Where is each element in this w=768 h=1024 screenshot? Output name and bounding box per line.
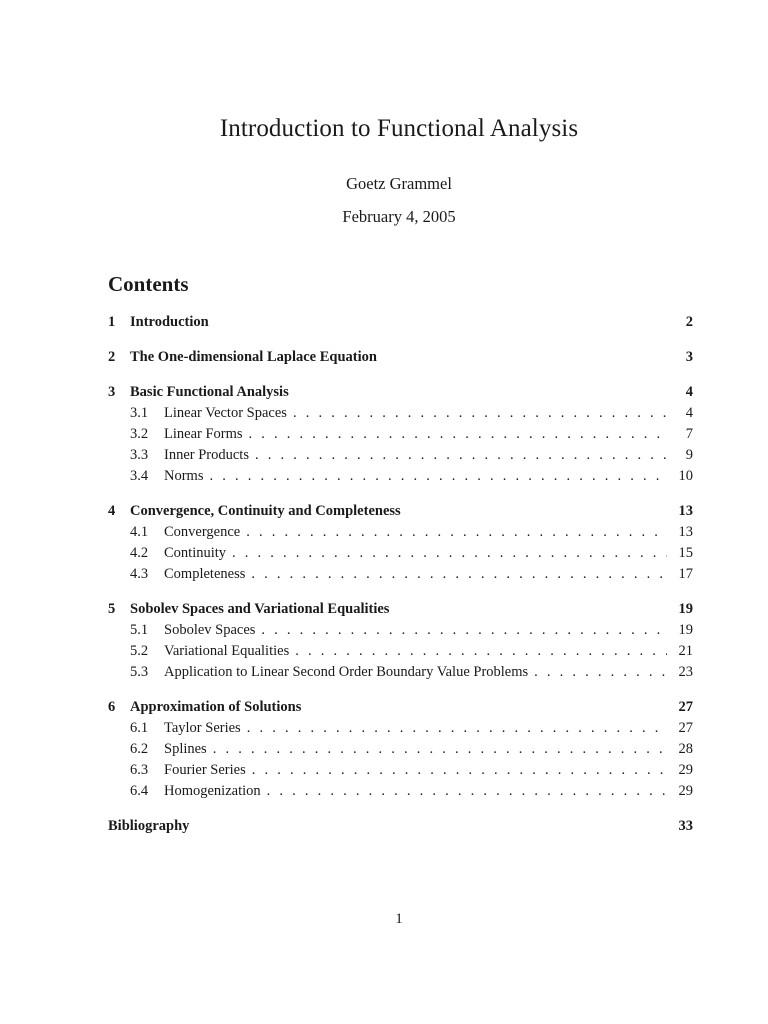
toc-page-number: 13 bbox=[678, 524, 693, 540]
toc-subsection-title: Application to Linear Second Order Boundary Value Problems bbox=[164, 664, 529, 680]
toc-subentry[interactable] bbox=[108, 739, 693, 760]
toc-subentry[interactable] bbox=[108, 620, 693, 641]
toc-page-number: 27 bbox=[678, 699, 693, 715]
toc-page-number: 19 bbox=[678, 601, 693, 617]
toc-subsection-number: 5.3 bbox=[130, 664, 149, 680]
toc-leader-dots bbox=[251, 564, 667, 585]
toc-leader-dots bbox=[293, 403, 667, 424]
toc-section-4 bbox=[108, 501, 693, 585]
toc-subsection-number: 3.2 bbox=[130, 426, 149, 442]
toc-subsection-title: Fourier Series bbox=[164, 762, 246, 778]
document-title: Introduction to Functional Analysis bbox=[219, 115, 579, 142]
toc-page-number: 9 bbox=[685, 447, 693, 463]
toc-entry[interactable] bbox=[108, 347, 693, 368]
toc-leader-dots bbox=[261, 620, 667, 641]
toc-bibliography bbox=[108, 816, 693, 837]
toc-section-title: Sobolev Spaces and Variational Equalities bbox=[130, 601, 390, 617]
toc-section-title: Introduction bbox=[130, 314, 209, 330]
toc-entry[interactable] bbox=[108, 697, 693, 718]
toc-section-title: Bibliography bbox=[108, 818, 190, 834]
toc-subentry[interactable] bbox=[108, 403, 693, 424]
toc-entry[interactable] bbox=[108, 599, 693, 620]
toc-subentry[interactable] bbox=[108, 564, 693, 585]
toc-subsection-number: 4.3 bbox=[130, 566, 149, 582]
toc-page-number: 13 bbox=[678, 503, 693, 519]
toc-subentry[interactable] bbox=[108, 522, 693, 543]
toc-page-number: 4 bbox=[685, 384, 693, 400]
toc-subsection-title: Norms bbox=[164, 468, 204, 484]
toc-page-number: 33 bbox=[678, 818, 693, 834]
toc-section-3 bbox=[108, 382, 693, 487]
toc-subentry[interactable] bbox=[108, 760, 693, 781]
toc-subsection-title: Taylor Series bbox=[164, 720, 241, 736]
toc-page-number: 21 bbox=[678, 643, 693, 659]
toc-leader-dots bbox=[252, 760, 667, 781]
toc-section-number: 4 bbox=[108, 503, 116, 519]
toc-page-number: 2 bbox=[685, 314, 693, 330]
toc-subentry[interactable] bbox=[108, 662, 693, 683]
toc-page-number: 29 bbox=[678, 783, 693, 799]
toc-page-number: 15 bbox=[678, 545, 693, 561]
toc-leader-dots bbox=[249, 424, 667, 445]
page-number: 1 bbox=[395, 911, 403, 927]
toc-subsection-title: Linear Forms bbox=[164, 426, 243, 442]
toc-page-number: 27 bbox=[678, 720, 693, 736]
toc-subentry[interactable] bbox=[108, 718, 693, 739]
toc-leader-dots bbox=[255, 445, 667, 466]
toc-subsection-title: Splines bbox=[164, 741, 207, 757]
toc-section-number: 6 bbox=[108, 699, 116, 715]
toc-subsection-number: 4.1 bbox=[130, 524, 149, 540]
toc-section-title: Convergence, Continuity and Completeness bbox=[130, 503, 401, 519]
toc-entry[interactable] bbox=[108, 816, 693, 837]
contents-heading: Contents bbox=[108, 272, 189, 296]
toc-subsection-number: 5.1 bbox=[130, 622, 149, 638]
toc-leader-dots bbox=[213, 739, 667, 760]
table-of-contents bbox=[108, 312, 693, 851]
document-author: Goetz Grammel bbox=[346, 174, 452, 193]
toc-subsection-number: 6.2 bbox=[130, 741, 149, 757]
toc-subentry[interactable] bbox=[108, 466, 693, 487]
toc-section-number: 1 bbox=[108, 314, 116, 330]
toc-subsection-title: Linear Vector Spaces bbox=[164, 405, 287, 421]
toc-subsection-number: 4.2 bbox=[130, 545, 149, 561]
toc-leader-dots bbox=[246, 522, 667, 543]
toc-subsection-number: 6.3 bbox=[130, 762, 149, 778]
toc-subsection-title: Homogenization bbox=[164, 783, 261, 799]
toc-subsection-number: 3.3 bbox=[130, 447, 149, 463]
toc-page-number: 29 bbox=[678, 762, 693, 778]
toc-section-title: Basic Functional Analysis bbox=[130, 384, 289, 400]
toc-subentry[interactable] bbox=[108, 424, 693, 445]
toc-section-number: 3 bbox=[108, 384, 116, 400]
toc-page-number: 17 bbox=[678, 566, 693, 582]
toc-leader-dots bbox=[267, 781, 667, 802]
toc-page-number: 10 bbox=[678, 468, 693, 484]
toc-leader-dots bbox=[209, 466, 667, 487]
toc-leader-dots bbox=[295, 641, 667, 662]
toc-subentry[interactable] bbox=[108, 641, 693, 662]
toc-leader-dots bbox=[232, 543, 667, 564]
toc-subentry[interactable] bbox=[108, 781, 693, 802]
toc-section-title: The One-dimensional Laplace Equation bbox=[130, 349, 377, 365]
toc-section-2 bbox=[108, 347, 693, 368]
toc-section-title: Approximation of Solutions bbox=[130, 699, 302, 715]
toc-subentry[interactable] bbox=[108, 543, 693, 564]
toc-section-5 bbox=[108, 599, 693, 683]
toc-section-number: 2 bbox=[108, 349, 116, 365]
document-date: February 4, 2005 bbox=[342, 207, 456, 226]
toc-leader-dots bbox=[247, 718, 667, 739]
toc-subsection-number: 5.2 bbox=[130, 643, 149, 659]
toc-entry[interactable] bbox=[108, 312, 693, 333]
toc-page-number: 19 bbox=[678, 622, 693, 638]
toc-subsection-title: Sobolev Spaces bbox=[164, 622, 256, 638]
toc-subentry[interactable] bbox=[108, 445, 693, 466]
toc-entry[interactable] bbox=[108, 382, 693, 403]
toc-section-1 bbox=[108, 312, 693, 333]
toc-subsection-title: Completeness bbox=[164, 566, 246, 582]
toc-subsection-title: Inner Products bbox=[164, 447, 249, 463]
toc-subsection-number: 3.1 bbox=[130, 405, 149, 421]
toc-page-number: 23 bbox=[678, 664, 693, 680]
toc-subsection-number: 3.4 bbox=[130, 468, 149, 484]
toc-subsection-title: Convergence bbox=[164, 524, 241, 540]
toc-subsection-title: Continuity bbox=[164, 545, 227, 561]
toc-subsection-number: 6.1 bbox=[130, 720, 149, 736]
toc-leader-dots bbox=[534, 662, 667, 683]
toc-page-number: 7 bbox=[685, 426, 693, 442]
toc-section-6 bbox=[108, 697, 693, 802]
toc-entry[interactable] bbox=[108, 501, 693, 522]
toc-subsection-number: 6.4 bbox=[130, 783, 149, 799]
toc-page-number: 28 bbox=[678, 741, 693, 757]
toc-page-number: 4 bbox=[685, 405, 693, 421]
toc-section-number: 5 bbox=[108, 601, 116, 617]
toc-subsection-title: Variational Equalities bbox=[164, 643, 290, 659]
toc-page-number: 3 bbox=[685, 349, 693, 365]
